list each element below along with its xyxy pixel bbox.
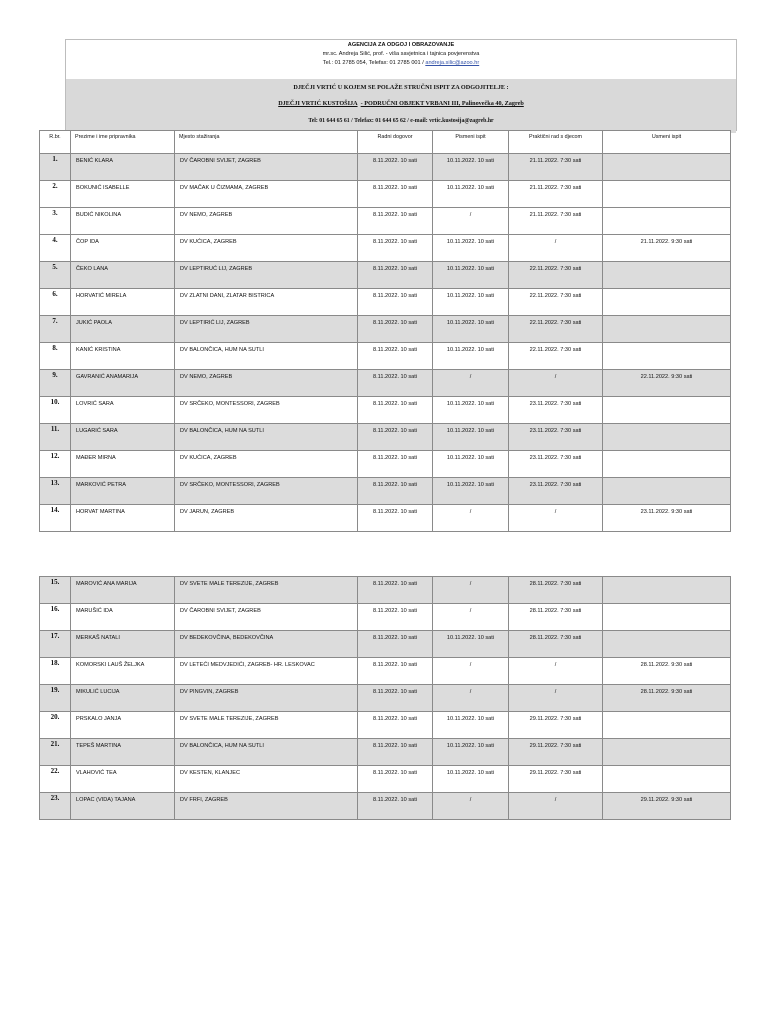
internship-place: DV NEMO, ZAGREB (175, 370, 358, 397)
usmeni-ispit (603, 478, 731, 505)
table-row (40, 712, 731, 739)
usmeni-ispit: 21.11.2022. 9:30 sati (603, 235, 731, 262)
prakticni-rad: 28.11.2022. 7:30 sati (509, 577, 603, 604)
trainee-name: JUKIĆ PAOLA (71, 316, 175, 343)
pismeni-ispit: 10.11.2022. 10 sati (433, 739, 509, 766)
prakticni-rad: / (509, 793, 603, 820)
radni-dogovor: 8.11.2022. 10 sati (358, 505, 433, 532)
trainee-name: MERKAŠ NATALI (71, 631, 175, 658)
internship-place: DV JARUN, ZAGREB (175, 505, 358, 532)
radni-dogovor: 8.11.2022. 10 sati (358, 316, 433, 343)
table-row (40, 370, 731, 397)
internship-place: DV LETEĆI MEDVJEDIĆI, ZAGREB- HR. LESKOVAC (175, 658, 358, 685)
table-row (40, 577, 731, 604)
pismeni-ispit: 10.11.2022. 10 sati (433, 478, 509, 505)
usmeni-ispit (603, 181, 731, 208)
usmeni-ispit: 23.11.2022. 9:30 sati (603, 505, 731, 532)
internship-place: DV LEPTIRUĆ LIJ, ZAGREB (175, 262, 358, 289)
usmeni-ispit (603, 424, 731, 451)
radni-dogovor: 8.11.2022. 10 sati (358, 685, 433, 712)
kindergarten-contact: Tel: 01 644 65 61 / Telefax: 01 644 65 62 / e-mail: vrtic.kustosija@zagreb.hr (308, 118, 494, 124)
radni-dogovor: 8.11.2022. 10 sati (358, 397, 433, 424)
table-row (40, 154, 731, 181)
table-row (40, 262, 731, 289)
agency-person: mr.sc. Andreja Silić, prof. - viša savjetnica i tajnica povjerenstva (322, 51, 480, 57)
radni-dogovor: 8.11.2022. 10 sati (358, 181, 433, 208)
internship-place: DV BALONČICA, HUM NA SUTLI (175, 343, 358, 370)
trainee-name: MAROVIĆ ANA MARIJA (71, 577, 175, 604)
trainee-name: KOMORSKI LAUŠ ŽELJKA (71, 658, 175, 685)
radni-dogovor: 8.11.2022. 10 sati (358, 478, 433, 505)
pismeni-ispit: 10.11.2022. 10 sati (433, 235, 509, 262)
row-number: 18. (40, 658, 71, 685)
table-row (40, 235, 731, 262)
trainee-name: BUDIĆ NIKOLINA (71, 208, 175, 235)
prakticni-rad: / (509, 235, 603, 262)
pismeni-ispit: 10.11.2022. 10 sati (433, 154, 509, 181)
kindergarten-prefix: DJEČJI VRTIĆ KUSTOŠIJA (278, 100, 358, 107)
radni-dogovor: 8.11.2022. 10 sati (358, 793, 433, 820)
internship-place: DV PINGVIN, ZAGREB (175, 685, 358, 712)
table-row (40, 181, 731, 208)
pismeni-ispit: 10.11.2022. 10 sati (433, 631, 509, 658)
kindergarten-block (66, 79, 736, 133)
row-number: 20. (40, 712, 71, 739)
internship-place: DV BEDEKOVČINA, BEDEKOVČINA (175, 631, 358, 658)
prakticni-rad: 28.11.2022. 7:30 sati (509, 604, 603, 631)
internship-place: DV ČAROBNI SVIJET, ZAGREB (175, 604, 358, 631)
agency-contact: Tel.: 01 2785 054, Telefax: 01 2785 001 / (322, 60, 424, 66)
kindergarten-name (66, 100, 736, 107)
col-header-pismeni: Pismeni ispit (433, 131, 509, 154)
table-row (40, 505, 731, 532)
usmeni-ispit (603, 397, 731, 424)
trainee-name: PRSKALO JANJA (71, 712, 175, 739)
radni-dogovor: 8.11.2022. 10 sati (358, 154, 433, 181)
col-header-usmeni: Usmeni ispit (603, 131, 731, 154)
trainee-name: LUGARIĆ SARA (71, 424, 175, 451)
usmeni-ispit: 28.11.2022. 9:30 sati (603, 685, 731, 712)
row-number: 7. (40, 316, 71, 343)
trainee-name: KANIĆ KRISTINA (71, 343, 175, 370)
row-number: 16. (40, 604, 71, 631)
prakticni-rad: / (509, 658, 603, 685)
usmeni-ispit (603, 451, 731, 478)
radni-dogovor: 8.11.2022. 10 sati (358, 289, 433, 316)
table-row (40, 478, 731, 505)
prakticni-rad: 21.11.2022. 7:30 sati (509, 154, 603, 181)
prakticni-rad: 21.11.2022. 7:30 sati (509, 181, 603, 208)
trainee-name: VLAHOVIĆ TEA (71, 766, 175, 793)
pismeni-ispit: / (433, 658, 509, 685)
usmeni-ispit (603, 343, 731, 370)
prakticni-rad: / (509, 370, 603, 397)
row-number: 10. (40, 397, 71, 424)
pismeni-ispit: 10.11.2022. 10 sati (433, 397, 509, 424)
kindergarten-unit: - PODRUČNI OBJEKT VRBANI III, Palinovečka 40, Zagreb (360, 100, 524, 107)
agency-email-link[interactable]: andreja.silic@azoo.hr (425, 60, 480, 66)
pismeni-ispit: 10.11.2022. 10 sati (433, 181, 509, 208)
radni-dogovor: 8.11.2022. 10 sati (358, 766, 433, 793)
prakticni-rad: 23.11.2022. 7:30 sati (509, 424, 603, 451)
col-header-radni: Radni dogovor (358, 131, 433, 154)
trainee-name: MAĐER MIRNA (71, 451, 175, 478)
radni-dogovor: 8.11.2022. 10 sati (358, 577, 433, 604)
internship-place: DV SVETE MALE TEREZIJE, ZAGREB (175, 712, 358, 739)
prakticni-rad: 23.11.2022. 7:30 sati (509, 478, 603, 505)
prakticni-rad: 23.11.2022. 7:30 sati (509, 397, 603, 424)
table-row (40, 658, 731, 685)
prakticni-rad: 21.11.2022. 7:30 sati (509, 208, 603, 235)
usmeni-ispit (603, 604, 731, 631)
radni-dogovor: 8.11.2022. 10 sati (358, 451, 433, 478)
table-row (40, 208, 731, 235)
prakticni-rad: 29.11.2022. 7:30 sati (509, 766, 603, 793)
schedule-table-page1 (39, 130, 731, 532)
internship-place: DV BALONČICA, HUM NA SUTLI (175, 739, 358, 766)
agency-name: AGENCIJA ZA ODGOJ I OBRAZOVANJE (347, 42, 455, 48)
trainee-name: LOPAC (VIDA) TAJANA (71, 793, 175, 820)
trainee-name: ČEKO LANA (71, 262, 175, 289)
pismeni-ispit: / (433, 370, 509, 397)
usmeni-ispit (603, 631, 731, 658)
internship-place: DV ČAROBNI SVIJET, ZAGREB (175, 154, 358, 181)
radni-dogovor: 8.11.2022. 10 sati (358, 235, 433, 262)
radni-dogovor: 8.11.2022. 10 sati (358, 370, 433, 397)
pismeni-ispit: / (433, 793, 509, 820)
row-number: 6. (40, 289, 71, 316)
pismeni-ispit: 10.11.2022. 10 sati (433, 289, 509, 316)
row-number: 8. (40, 343, 71, 370)
radni-dogovor: 8.11.2022. 10 sati (358, 343, 433, 370)
trainee-name: TEPEŠ MARTINA (71, 739, 175, 766)
row-number: 17. (40, 631, 71, 658)
table-row (40, 685, 731, 712)
pismeni-ispit: / (433, 505, 509, 532)
prakticni-rad: 22.11.2022. 7:30 sati (509, 316, 603, 343)
pismeni-ispit: / (433, 208, 509, 235)
pismeni-ispit: 10.11.2022. 10 sati (433, 424, 509, 451)
prakticni-rad: 22.11.2022. 7:30 sati (509, 289, 603, 316)
trainee-name: ČOP IDA (71, 235, 175, 262)
schedule-table-page2 (39, 576, 731, 820)
trainee-name: BOKUNIĆ ISABELLE (71, 181, 175, 208)
col-header-place: Mjesto stažiranja (175, 131, 358, 154)
internship-place: DV FRFI, ZAGREB (175, 793, 358, 820)
usmeni-ispit (603, 208, 731, 235)
prakticni-rad: 29.11.2022. 7:30 sati (509, 712, 603, 739)
pismeni-ispit: 10.11.2022. 10 sati (433, 316, 509, 343)
usmeni-ispit: 29.11.2022. 9:30 sati (603, 793, 731, 820)
row-number: 13. (40, 478, 71, 505)
row-number: 21. (40, 739, 71, 766)
table-row (40, 289, 731, 316)
pismeni-ispit: 10.11.2022. 10 sati (433, 766, 509, 793)
pismeni-ispit: 10.11.2022. 10 sati (433, 262, 509, 289)
prakticni-rad: / (509, 685, 603, 712)
radni-dogovor: 8.11.2022. 10 sati (358, 631, 433, 658)
usmeni-ispit (603, 262, 731, 289)
internship-place: DV KESTEN, KLANJEC (175, 766, 358, 793)
pismeni-ispit: 10.11.2022. 10 sati (433, 451, 509, 478)
radni-dogovor: 8.11.2022. 10 sati (358, 658, 433, 685)
usmeni-ispit (603, 766, 731, 793)
prakticni-rad: 28.11.2022. 7:30 sati (509, 631, 603, 658)
radni-dogovor: 8.11.2022. 10 sati (358, 604, 433, 631)
prakticni-rad: / (509, 505, 603, 532)
radni-dogovor: 8.11.2022. 10 sati (358, 262, 433, 289)
table-row (40, 343, 731, 370)
row-number: 12. (40, 451, 71, 478)
internship-place: DV SVETE MALE TEREZIJE, ZAGREB (175, 577, 358, 604)
row-number: 2. (40, 181, 71, 208)
table-header-row (40, 131, 731, 154)
trainee-name: GAVRANIĆ ANAMARIJA (71, 370, 175, 397)
internship-place: DV NEMO, ZAGREB (175, 208, 358, 235)
internship-place: DV KUĆICA, ZAGREB (175, 451, 358, 478)
col-header-name: Prezime i ime pripravnika (71, 131, 175, 154)
pismeni-ispit: / (433, 577, 509, 604)
trainee-name: HORVAT MARTINA (71, 505, 175, 532)
usmeni-ispit (603, 739, 731, 766)
pismeni-ispit: / (433, 685, 509, 712)
table-row (40, 451, 731, 478)
internship-place: DV KUĆICA, ZAGREB (175, 235, 358, 262)
document-header (65, 39, 737, 131)
table-row (40, 316, 731, 343)
table-row (40, 631, 731, 658)
trainee-name: MIKULIĆ LUCIJA (71, 685, 175, 712)
usmeni-ispit (603, 154, 731, 181)
radni-dogovor: 8.11.2022. 10 sati (358, 424, 433, 451)
col-header-number: R.br. (40, 131, 71, 154)
agency-block (66, 40, 736, 79)
usmeni-ispit (603, 316, 731, 343)
table-row (40, 766, 731, 793)
row-number: 5. (40, 262, 71, 289)
pismeni-ispit: / (433, 604, 509, 631)
trainee-name: MARUŠIĆ IDA (71, 604, 175, 631)
row-number: 23. (40, 793, 71, 820)
radni-dogovor: 8.11.2022. 10 sati (358, 208, 433, 235)
internship-place: DV SRČEKO, MONTESSORI, ZAGREB (175, 478, 358, 505)
prakticni-rad: 22.11.2022. 7:30 sati (509, 262, 603, 289)
row-number: 11. (40, 424, 71, 451)
internship-place: DV LEPTIRIĆ LIJ, ZAGREB (175, 316, 358, 343)
table-row (40, 793, 731, 820)
usmeni-ispit: 28.11.2022. 9:30 sati (603, 658, 731, 685)
usmeni-ispit (603, 712, 731, 739)
trainee-name: HORVATIĆ MIRELA (71, 289, 175, 316)
prakticni-rad: 29.11.2022. 7:30 sati (509, 739, 603, 766)
trainee-name: BENIĆ KLARA (71, 154, 175, 181)
trainee-name: LOVRIĆ SARA (71, 397, 175, 424)
table-row (40, 739, 731, 766)
usmeni-ispit: 22.11.2022. 9:30 sati (603, 370, 731, 397)
prakticni-rad: 22.11.2022. 7:30 sati (509, 343, 603, 370)
table-row (40, 604, 731, 631)
row-number: 3. (40, 208, 71, 235)
row-number: 19. (40, 685, 71, 712)
pismeni-ispit: 10.11.2022. 10 sati (433, 712, 509, 739)
radni-dogovor: 8.11.2022. 10 sati (358, 712, 433, 739)
internship-place: DV ZLATNI DANI, ZLATAR BISTRICA (175, 289, 358, 316)
usmeni-ispit (603, 577, 731, 604)
usmeni-ispit (603, 289, 731, 316)
row-number: 14. (40, 505, 71, 532)
pismeni-ispit: 10.11.2022. 10 sati (433, 343, 509, 370)
internship-place: DV MAČAK U ČIZMAMA, ZAGREB (175, 181, 358, 208)
table-row (40, 397, 731, 424)
trainee-name: MARKOVIĆ PETRA (71, 478, 175, 505)
row-number: 1. (40, 154, 71, 181)
internship-place: DV SRČEKO, MONTESSORI, ZAGREB (175, 397, 358, 424)
row-number: 4. (40, 235, 71, 262)
prakticni-rad: 23.11.2022. 7:30 sati (509, 451, 603, 478)
exam-subtitle: DJEČJI VRTIĆ U KOJEM SE POLAŽE STRUČNI ISPIT ZA ODGOJITELJE : (293, 84, 509, 91)
table-row (40, 424, 731, 451)
radni-dogovor: 8.11.2022. 10 sati (358, 739, 433, 766)
agency-contact-line (66, 59, 736, 68)
row-number: 9. (40, 370, 71, 397)
row-number: 15. (40, 577, 71, 604)
col-header-prakticni: Praktični rad s djecom (509, 131, 603, 154)
internship-place: DV BALONČICA, HUM NA SUTLI (175, 424, 358, 451)
row-number: 22. (40, 766, 71, 793)
